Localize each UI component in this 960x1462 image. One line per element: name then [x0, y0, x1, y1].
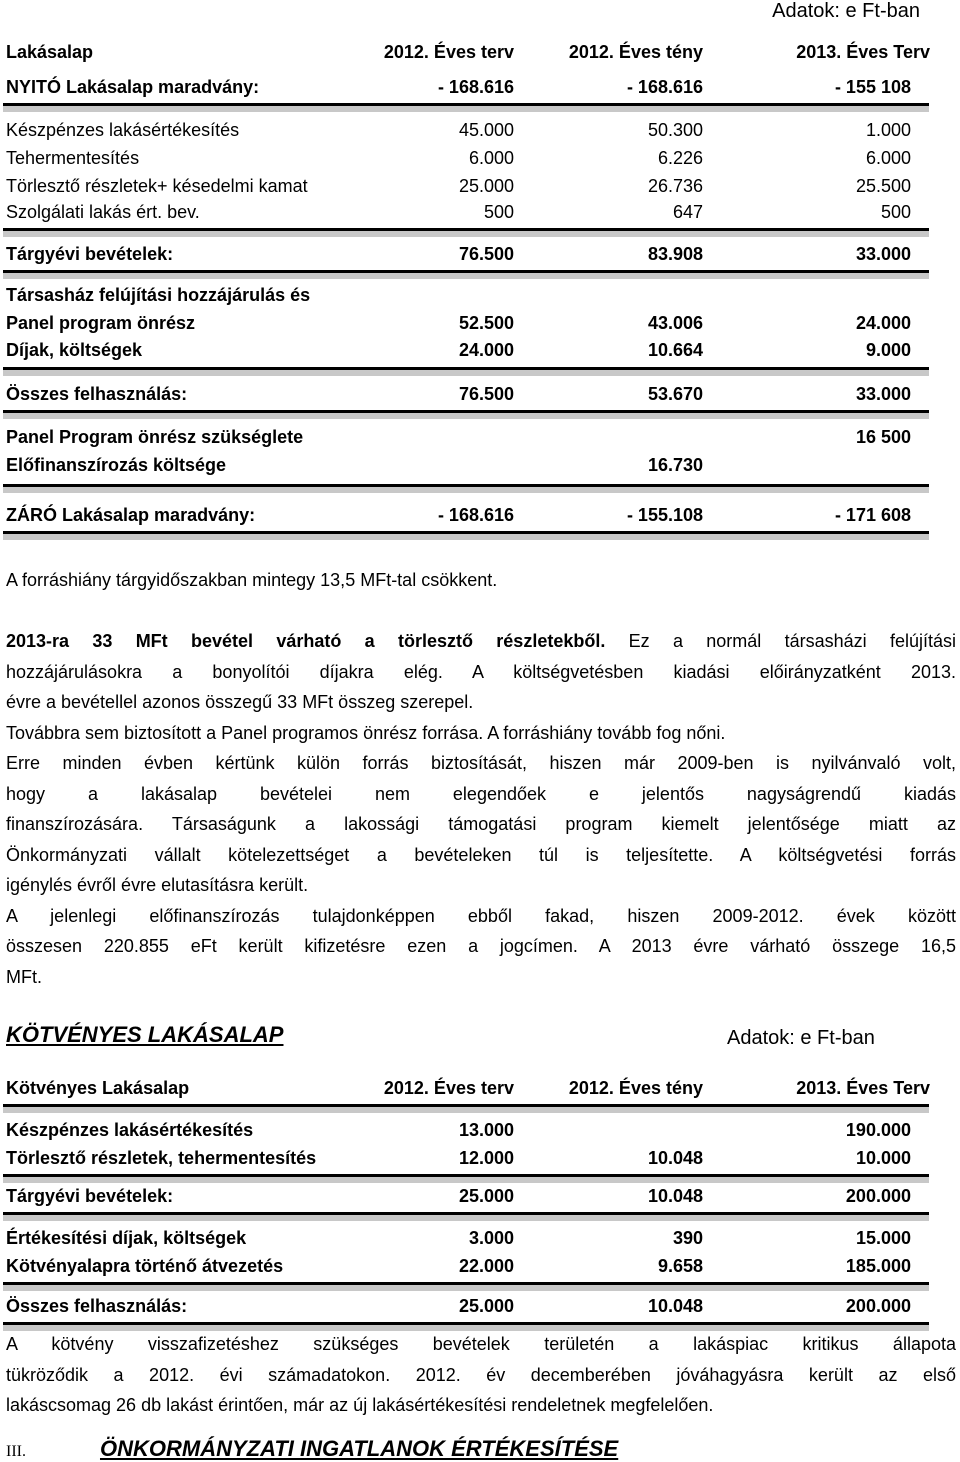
- header-col-plan: 2012. Éves terv: [383, 42, 514, 62]
- row-label: Kötvényalapra történő átvezetés: [6, 1256, 284, 1276]
- text-line: igénylés évről évre elutasításra került.: [6, 875, 309, 895]
- table-row: [0, 202, 960, 226]
- cell-next: 200.000: [845, 1296, 911, 1316]
- cell-next: - 155 108: [834, 77, 911, 97]
- divider: [3, 1212, 929, 1221]
- income-total-row: [0, 1186, 960, 1210]
- table-header: [0, 42, 960, 66]
- table-row: [0, 176, 960, 200]
- divider: [3, 367, 929, 376]
- header-col-next: 2013. Éves Terv: [796, 42, 930, 62]
- row-label: Törlesztő részletek+ késedelmi kamat: [6, 176, 308, 196]
- row-label: Törlesztő részletek, tehermentesítés: [6, 1148, 317, 1168]
- text-line: Továbbra sem biztosított a Panel programos önrész forrása. A forráshiány tovább fog nőni.: [6, 722, 726, 743]
- closing-balance-row: [0, 505, 960, 529]
- cell-plan: 25.000: [458, 1186, 514, 1206]
- row-label: Összes felhasználás:: [6, 384, 188, 404]
- divider: [3, 228, 929, 237]
- cell-next: 33.000: [855, 384, 911, 404]
- table-row: [0, 120, 960, 144]
- row-label: Szolgálati lakás ért. bev.: [6, 202, 200, 222]
- cell-plan: 25.000: [458, 1296, 514, 1316]
- cell-plan: - 168.616: [437, 77, 514, 97]
- text-line: A forráshiány tárgyidőszakban mintegy 13,5 MFt-tal csökkent.: [6, 570, 498, 590]
- header-col-actual: 2012. Éves tény: [568, 1078, 703, 1098]
- cell-next: 1.000: [865, 120, 911, 140]
- row-label: Tehermentesítés: [6, 148, 140, 168]
- cell-next: 500: [880, 202, 911, 222]
- cell-plan: 3.000: [468, 1228, 514, 1248]
- cell-actual: 43.006: [647, 313, 703, 333]
- row-label: Értékesítési díjak, költségek: [6, 1228, 247, 1248]
- paragraph-1: [6, 565, 956, 596]
- row-label: Társasház felújítási hozzájárulás és: [6, 285, 311, 305]
- cell-next: 25.500: [855, 176, 911, 196]
- cell-plan: - 168.616: [437, 505, 514, 525]
- header-col-next: 2013. Éves Terv: [796, 1078, 930, 1098]
- row-label: Panel program önrész: [6, 313, 196, 333]
- panel-need-row: [0, 427, 960, 451]
- text-fragment: Ez a normál társasházi felújítási: [605, 631, 956, 651]
- spend-total-row: [0, 384, 960, 408]
- cell-plan: 13.000: [458, 1120, 514, 1140]
- cell-next: 16 500: [855, 427, 911, 447]
- highlight-text: 2013-ra 33 MFt bevétel várható a törlesztő részletekből.: [6, 631, 606, 651]
- row-label: Előfinanszírozás költsége: [6, 455, 227, 475]
- cell-actual: 9.658: [657, 1256, 703, 1276]
- divider: [3, 103, 929, 112]
- units-note: Adatok: e Ft-ban: [727, 1027, 875, 1049]
- table-row: [0, 148, 960, 172]
- paragraph-2: [6, 626, 956, 992]
- paragraph-3: [6, 1329, 956, 1421]
- cell-actual: 10.664: [647, 340, 703, 360]
- cell-actual: 83.908: [647, 244, 703, 264]
- cell-next: 9.000: [865, 340, 911, 360]
- opening-balance-row: [0, 77, 960, 101]
- cell-plan: 500: [483, 202, 514, 222]
- header-col-plan: 2012. Éves terv: [383, 1078, 514, 1098]
- divider: [3, 1282, 929, 1291]
- cell-actual: 647: [672, 202, 703, 222]
- cell-plan: 76.500: [458, 384, 514, 404]
- cell-next: - 171 608: [834, 505, 911, 525]
- text-line: [6, 626, 956, 657]
- table-row: [0, 340, 960, 364]
- row-label: ZÁRÓ Lakásalap maradvány:: [6, 505, 256, 525]
- row-label: Panel Program önrész szükséglete: [6, 427, 304, 447]
- table-header: [0, 1078, 960, 1102]
- text-line: A kötvény visszafizetéshez szükséges bevételek területén a lakáspiac kritikus állapota: [6, 1334, 956, 1354]
- section-title: ÖNKORMÁNYZATI INGATLANOK ÉRTÉKESÍTÉSE: [99, 1436, 619, 1461]
- cell-plan: 24.000: [458, 340, 514, 360]
- cell-next: 10.000: [855, 1148, 911, 1168]
- table-row: [0, 1228, 960, 1252]
- cell-next: 200.000: [845, 1186, 911, 1206]
- cell-actual: - 168.616: [626, 77, 703, 97]
- units-note: Adatok: e Ft-ban: [772, 0, 920, 22]
- text-line: Erre minden évben kértünk külön forrás biztosítását, hiszen már 2009-ben is nyilvánvaló volt,: [6, 753, 956, 773]
- divider: [3, 270, 929, 279]
- row-label: Készpénzes lakásértékesítés: [6, 120, 240, 140]
- row-label: Tárgyévi bevételek:: [6, 244, 174, 264]
- spend-heading: [0, 285, 960, 309]
- cell-plan: 45.000: [458, 120, 514, 140]
- cell-actual: - 155.108: [626, 505, 703, 525]
- cell-actual: 10.048: [647, 1148, 703, 1168]
- cell-actual: 26.736: [647, 176, 703, 196]
- income-total-row: [0, 244, 960, 268]
- row-label: Összes felhasználás:: [6, 1296, 188, 1316]
- text-line: MFt.: [6, 966, 42, 987]
- header-col-actual: 2012. Éves tény: [568, 42, 703, 62]
- cell-plan: 25.000: [458, 176, 514, 196]
- cell-actual: 16.730: [647, 455, 703, 475]
- cell-next: 15.000: [855, 1228, 911, 1248]
- cell-next: 185.000: [845, 1256, 911, 1276]
- section-number: III.: [6, 1443, 26, 1460]
- cell-plan: 52.500: [458, 313, 514, 333]
- divider: [3, 484, 929, 493]
- divider: [3, 531, 929, 540]
- cell-actual: 10.048: [647, 1296, 703, 1316]
- text-line: A jelenlegi előfinanszírozás tulajdonképpen ebből fakad, hiszen 2009-2012. évek között: [6, 905, 956, 926]
- cell-next: 24.000: [855, 313, 911, 333]
- cell-plan: 12.000: [458, 1148, 514, 1168]
- cell-actual: 50.300: [647, 120, 703, 140]
- section-heading: [6, 1436, 618, 1462]
- table-row: [0, 1256, 960, 1280]
- row-label: Díjak, költségek: [6, 340, 143, 360]
- cell-actual: 6.226: [657, 148, 703, 168]
- cell-actual: 10.048: [647, 1186, 703, 1206]
- table-row: [0, 313, 960, 337]
- cell-plan: 6.000: [468, 148, 514, 168]
- cell-actual: 53.670: [647, 384, 703, 404]
- row-label: Készpénzes lakásértékesítés: [6, 1120, 254, 1140]
- section-title: KÖTVÉNYES LAKÁSALAP: [6, 1022, 284, 1047]
- text-line: hozzájárulásokra a bonyolítói díjakra elég. A költségvetésben kiadási előirányzatként 2013.: [6, 661, 956, 682]
- text-line: tükröződik a 2012. évi számadatokon. 2012. év decemberében jóváhagyásra került az első: [6, 1364, 956, 1385]
- divider: [3, 410, 929, 419]
- text-line: Önkormányzati vállalt kötelezettséget a bevételeken túl is teljesítette. A költségvetési forrás: [6, 844, 956, 865]
- text-line: hogy a lakásalap bevételei nem elegendőek e jelentős nagyságrendű kiadás: [6, 783, 956, 804]
- cell-next: 6.000: [865, 148, 911, 168]
- row-label: Tárgyévi bevételek:: [6, 1186, 174, 1206]
- cell-next: 190.000: [845, 1120, 911, 1140]
- spend-total-row: [0, 1296, 960, 1320]
- text-line: összesen 220.855 eFt került kifizetésre ezen a jogcímen. A 2013 évre várható összege 16,5: [6, 936, 956, 956]
- prefinancing-row: [0, 455, 960, 479]
- divider: [3, 1174, 929, 1183]
- table-row: [0, 1148, 960, 1172]
- text-line: évre a bevétellel azonos összegű 33 MFt összeg szerepel.: [6, 692, 474, 712]
- divider: [3, 1104, 929, 1113]
- row-label: NYITÓ Lakásalap maradvány:: [6, 77, 260, 97]
- table-row: [0, 1120, 960, 1144]
- cell-plan: 22.000: [458, 1256, 514, 1276]
- cell-next: 33.000: [855, 244, 911, 264]
- header-label: Kötvényes Lakásalap: [6, 1078, 190, 1098]
- text-line: lakáscsomag 26 db lakást érintően, már az új lakásértékesítési rendeletnek megfelelően.: [6, 1395, 714, 1415]
- cell-plan: 76.500: [458, 244, 514, 264]
- text-line: finanszírozására. Társaságunk a lakossági támogatási program kiemelt jelentősége miatt az: [6, 814, 956, 834]
- header-label: Lakásalap: [6, 42, 94, 62]
- cell-actual: 390: [672, 1228, 703, 1248]
